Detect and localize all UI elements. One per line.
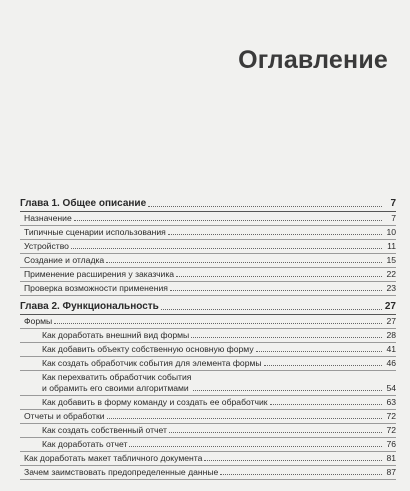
toc-leader-dots (193, 390, 382, 391)
toc-entry[interactable] (20, 371, 396, 396)
toc-page-number: 63 (386, 397, 396, 407)
toc-entry-title: Как доработать макет табличного документа (24, 453, 203, 463)
toc-entry[interactable] (20, 240, 396, 254)
toc-entry[interactable] (20, 268, 396, 282)
toc-leader-dots (161, 309, 382, 310)
toc-page-number: 54 (386, 383, 396, 393)
toc-entry[interactable] (20, 396, 396, 410)
toc-leader-dots (270, 404, 382, 405)
toc-page-number: 23 (386, 283, 396, 293)
toc-page-number: 76 (386, 439, 396, 449)
toc-entry[interactable] (20, 452, 396, 466)
toc-leader-dots (169, 432, 382, 433)
toc-entry-title: Как добавить объекту собственную основную форму (42, 344, 254, 354)
toc-page-number: 46 (386, 358, 396, 368)
toc-leader-dots (107, 418, 382, 419)
toc-entry[interactable] (20, 226, 396, 240)
toc-entry-title: Типичные сценарии использования (24, 227, 166, 237)
toc-page-number: 7 (390, 198, 396, 209)
toc-leader-dots (264, 365, 382, 366)
toc-page-number: 15 (386, 255, 396, 265)
toc-entry-title: Как создать обработчик события для элемента формы (42, 358, 262, 368)
toc-entry-title: Устройство (24, 241, 69, 251)
toc-entry-title: Отчеты и обработки (24, 411, 105, 421)
toc-page-number: 41 (386, 344, 396, 354)
toc-page-number: 7 (391, 213, 396, 223)
toc-page-number: 28 (386, 330, 396, 340)
toc-leader-dots (204, 460, 382, 461)
toc-entry-title: Формы (24, 316, 53, 326)
toc-leader-dots (74, 220, 382, 221)
toc-entry-title: Назначение (24, 213, 72, 223)
toc-page-number: 72 (386, 425, 396, 435)
toc-entry[interactable] (20, 466, 396, 480)
toc-entry[interactable] (20, 438, 396, 452)
toc-chapter[interactable] (20, 299, 396, 315)
toc-leader-dots (168, 234, 382, 235)
toc-entry[interactable] (20, 254, 396, 268)
toc-entry-title: Как перехватить обработчик события и обрамить его своими алгоритмами (42, 372, 192, 393)
toc-page-number: 27 (384, 301, 396, 312)
toc-entry[interactable] (20, 282, 396, 296)
toc-page-number: 22 (386, 269, 396, 279)
table-of-contents (20, 196, 396, 480)
toc-leader-dots (256, 351, 382, 352)
toc-leader-dots (71, 248, 382, 249)
toc-entry-title: Зачем заимствовать предопределенные данные (24, 467, 219, 477)
toc-page-number: 72 (386, 411, 396, 421)
toc-leader-dots (148, 206, 382, 207)
toc-page-number: 10 (386, 227, 396, 237)
toc-page-number: 27 (386, 316, 396, 326)
toc-entry-title: Глава 1. Общее описание (20, 198, 147, 209)
toc-leader-dots (106, 262, 382, 263)
toc-leader-dots (129, 446, 382, 447)
toc-leader-dots (220, 474, 382, 475)
toc-entry[interactable] (20, 315, 396, 329)
toc-entry[interactable] (20, 410, 396, 424)
toc-leader-dots (191, 337, 382, 338)
toc-entry[interactable] (20, 424, 396, 438)
toc-entry-title: Как доработать внешний вид формы (42, 330, 190, 340)
toc-entry-title: Проверка возможности применения (24, 283, 168, 293)
toc-page-number: 81 (386, 453, 396, 463)
toc-entry[interactable] (20, 329, 396, 343)
toc-page-number: 11 (387, 241, 396, 251)
toc-entry[interactable] (20, 357, 396, 371)
toc-entry-title: Как доработать отчет (42, 439, 128, 449)
toc-entry[interactable] (20, 212, 396, 226)
bleed-through-text (0, 0, 410, 190)
toc-entry-title: Как добавить в форму команду и создать ее обработчик (42, 397, 268, 407)
toc-chapter[interactable] (20, 196, 396, 212)
toc-page-number: 87 (386, 467, 396, 477)
toc-leader-dots (54, 323, 382, 324)
toc-entry-title: Применение расширения у заказчика (24, 269, 175, 279)
toc-entry[interactable] (20, 343, 396, 357)
toc-entry-title: Глава 2. Функциональность (20, 301, 159, 312)
toc-leader-dots (170, 290, 382, 291)
toc-entry-title: Создание и отладка (24, 255, 105, 265)
toc-leader-dots (176, 276, 382, 277)
toc-entry-title: Как создать собственный отчет (42, 425, 167, 435)
page-title: Оглавление (238, 46, 388, 74)
